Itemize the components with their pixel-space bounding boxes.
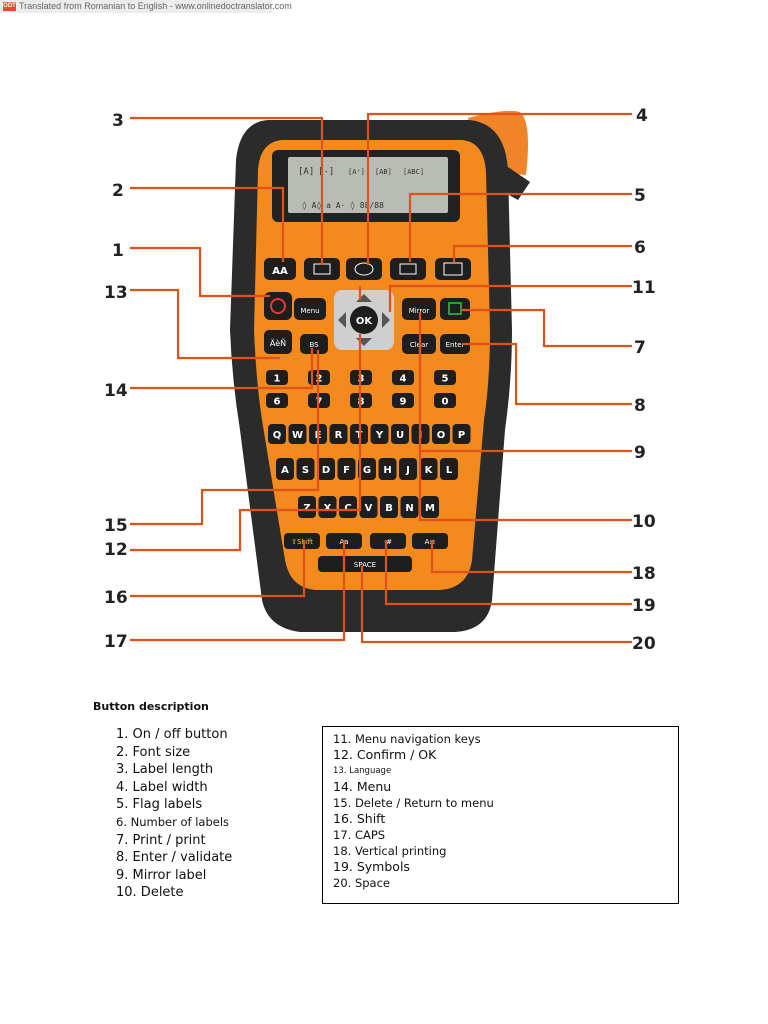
key-label: M bbox=[425, 503, 435, 514]
list-item: 14. Menu bbox=[333, 779, 392, 794]
lcd-bottom-text: ◊ A◊ a A· ◊ 88/88 bbox=[302, 201, 384, 210]
list-item: 4. Label width bbox=[116, 779, 208, 795]
key-label: 2 bbox=[315, 373, 323, 385]
symbols-key-label: ·# bbox=[383, 538, 393, 546]
button-list-left bbox=[116, 726, 232, 902]
callout-number: 11 bbox=[632, 278, 656, 298]
list-item: 2. Font size bbox=[116, 744, 191, 760]
callout-number: 3 bbox=[112, 111, 124, 131]
label-width-key[interactable] bbox=[346, 258, 382, 280]
key-label: K bbox=[424, 465, 433, 476]
list-item: 13. Language bbox=[333, 766, 392, 776]
flag-label-key[interactable] bbox=[390, 258, 426, 280]
clear-key-label: Clear bbox=[409, 341, 429, 349]
callout-number: 1 bbox=[112, 241, 124, 261]
key-label: O bbox=[436, 430, 446, 441]
key-label: G bbox=[362, 465, 372, 476]
translator-logo-icon: ODT bbox=[3, 3, 16, 9]
list-item: 7. Print / print bbox=[116, 832, 206, 848]
key-label: L bbox=[445, 465, 453, 476]
key-label: 7 bbox=[315, 396, 323, 408]
lcd-top-icon-5: [ABC] bbox=[403, 168, 425, 176]
space-key-label: SPACE bbox=[353, 561, 377, 569]
key-label: H bbox=[383, 465, 392, 476]
ok-key-label: OK bbox=[355, 316, 373, 327]
key-label: F bbox=[343, 465, 350, 476]
callout-number: 19 bbox=[632, 596, 656, 616]
list-item: 10. Delete bbox=[116, 885, 184, 901]
callout-number: 5 bbox=[634, 186, 646, 206]
menu-key-label: Menu bbox=[300, 307, 320, 315]
list-item: 9. Mirror label bbox=[116, 867, 207, 883]
key-label: X bbox=[323, 503, 332, 514]
list-item: 15. Delete / Return to menu bbox=[333, 796, 494, 810]
key-label: 9 bbox=[399, 396, 407, 408]
callout-number: 9 bbox=[634, 443, 646, 463]
enter-key-label: Enter bbox=[445, 341, 465, 349]
backspace-key-label: BS bbox=[309, 341, 319, 349]
callout-number: 16 bbox=[104, 588, 128, 608]
font-size-key-label: AA bbox=[272, 266, 288, 277]
key-label: Y bbox=[375, 430, 384, 441]
list-item: 5. Flag labels bbox=[116, 797, 203, 813]
navigation-pad[interactable] bbox=[334, 290, 394, 350]
mirror-key-label: Mirror bbox=[408, 307, 430, 315]
key-label: T bbox=[355, 430, 363, 441]
key-label: A bbox=[281, 465, 289, 476]
callout-number: 4 bbox=[636, 106, 648, 126]
lcd-top-icon-2: [-] bbox=[318, 167, 335, 177]
key-label: E bbox=[314, 430, 322, 441]
key-label: 3 bbox=[357, 373, 365, 385]
list-item: 8. Enter / validate bbox=[116, 850, 233, 866]
callout-number: 10 bbox=[632, 512, 656, 532]
key-label: 5 bbox=[441, 373, 449, 385]
key-label: W bbox=[291, 430, 304, 441]
callout-number: 8 bbox=[634, 396, 646, 416]
callout-number: 14 bbox=[104, 381, 128, 401]
key-label: 8 bbox=[357, 396, 365, 408]
key-label: N bbox=[405, 503, 414, 514]
vertical-print-key-label: A≡ bbox=[424, 538, 436, 546]
key-label: Z bbox=[303, 503, 311, 514]
list-item: 11. Menu navigation keys bbox=[333, 732, 481, 746]
list-item: 3. Label length bbox=[116, 762, 214, 778]
key-label: 6 bbox=[273, 396, 281, 408]
lcd-top-icon-3: [A⁺] bbox=[348, 168, 365, 176]
key-label: R bbox=[334, 430, 343, 441]
key-label: V bbox=[364, 503, 373, 514]
callout-number: 17 bbox=[104, 632, 128, 652]
key-label: 4 bbox=[399, 373, 407, 385]
callout-number: 2 bbox=[112, 181, 124, 201]
shift-key-label: ⇧Shift bbox=[291, 538, 313, 546]
button-list-right-box bbox=[322, 726, 679, 904]
section-title: Button description bbox=[93, 700, 209, 713]
callout-number: 18 bbox=[632, 564, 656, 584]
key-label: I bbox=[418, 430, 423, 441]
callout-number: 13 bbox=[104, 283, 128, 303]
list-item: 20. Space bbox=[333, 876, 390, 890]
caps-key-label: Aa bbox=[339, 538, 349, 546]
list-item: 1. On / off button bbox=[116, 727, 228, 742]
key-label: S bbox=[301, 465, 310, 476]
list-item: 16. Shift bbox=[333, 811, 386, 826]
list-item: 19. Symbols bbox=[333, 859, 410, 874]
list-item: 17. CAPS bbox=[333, 828, 386, 842]
callout-number: 15 bbox=[104, 516, 128, 536]
lcd-top-icons: [A] bbox=[298, 167, 315, 177]
lcd-top-icon-4: [AB] bbox=[375, 168, 392, 176]
key-label: U bbox=[395, 430, 405, 441]
key-label: Q bbox=[272, 430, 282, 441]
key-label: D bbox=[321, 465, 331, 476]
callout-number: 6 bbox=[634, 238, 646, 258]
key-label: P bbox=[457, 430, 466, 441]
list-item: 18. Vertical printing bbox=[333, 844, 447, 858]
key-label: 0 bbox=[441, 396, 449, 408]
key-label: 1 bbox=[273, 373, 281, 385]
list-item: 12. Confirm / OK bbox=[333, 747, 437, 762]
callout-number: 7 bbox=[634, 338, 646, 358]
key-label: C bbox=[344, 503, 352, 514]
list-item: 6. Number of labels bbox=[116, 814, 230, 829]
callout-number: 20 bbox=[632, 634, 656, 654]
language-key-label: ÄèÑ bbox=[269, 339, 287, 348]
key-label: B bbox=[385, 503, 393, 514]
callout-number: 12 bbox=[104, 540, 128, 560]
key-label: J bbox=[406, 465, 410, 476]
banner-text: Translated from Romanian to English - www.onlinedoctranslator.com bbox=[19, 1, 292, 11]
